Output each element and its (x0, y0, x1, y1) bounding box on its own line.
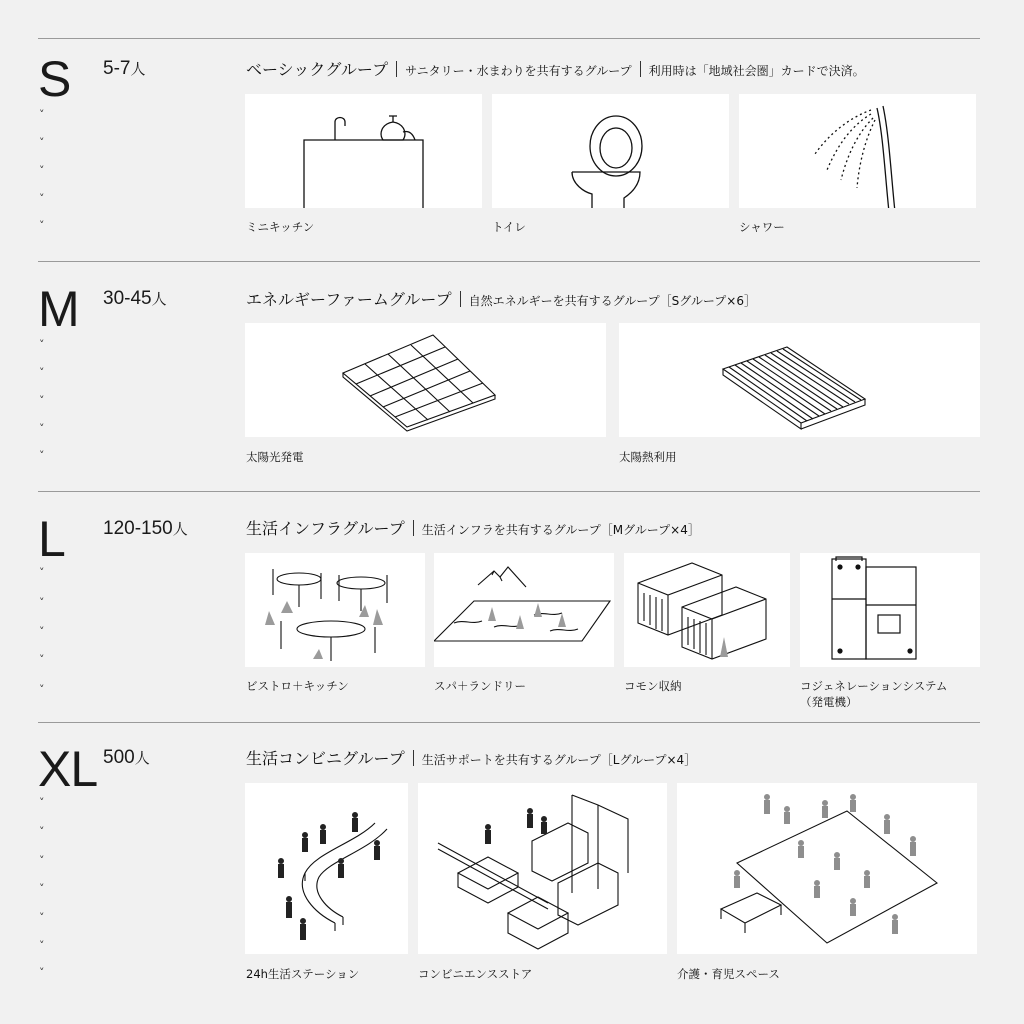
section-divider (38, 261, 980, 262)
chevron-down-icon: ˅ (39, 939, 45, 952)
chevron-down-icon: ˅ (39, 966, 45, 979)
item-caption: コンビニエンスストア (418, 967, 533, 981)
chevron-down-icon: ˅ (39, 596, 45, 609)
section-divider (38, 722, 980, 723)
chevron-down-icon: ˅ (39, 796, 45, 809)
item-caption: 24h生活ステーション (246, 967, 360, 981)
item-caption: コジェネレーションシステム （発電機） (800, 679, 948, 709)
item-caption: 介護・育児スペース (677, 967, 780, 981)
item-caption: 太陽光発電 (246, 450, 304, 464)
section-divider (38, 38, 980, 39)
chevron-down-icon: ˅ (39, 136, 45, 149)
size-label-xl: XL (38, 741, 98, 797)
size-label-s: S (38, 51, 71, 107)
chevron-down-icon: ˅ (39, 219, 45, 232)
bistro-kitchen-illustration (245, 553, 425, 667)
chevron-down-icon: ˅ (39, 164, 45, 177)
item-caption: スパ＋ランドリー (434, 679, 526, 693)
cogeneration-system-illustration (800, 553, 980, 667)
chevron-down-icon: ˅ (39, 882, 45, 895)
size-label-m: M (38, 281, 79, 337)
item-caption: ミニキッチン (246, 220, 315, 234)
convenience-store-illustration (418, 783, 667, 954)
people-count-m: 30-45人 (103, 288, 167, 309)
group-title-xl: 生活コンビニグループ 生活サポートを共有するグループ［Lグループ×4］ (246, 749, 697, 768)
group-title-l: 生活インフラグループ 生活インフラを共有するグループ［Mグループ×4］ (246, 519, 700, 538)
chevron-down-icon: ˅ (39, 566, 45, 579)
chevron-down-icon: ˅ (39, 854, 45, 867)
chevron-down-icon: ˅ (39, 338, 45, 351)
toilet-illustration (492, 94, 729, 208)
24h-station-illustration (245, 783, 408, 954)
item-caption: シャワー (739, 220, 785, 234)
item-caption: 太陽熱利用 (619, 450, 677, 464)
people-count-xl: 500人 (103, 747, 150, 768)
chevron-down-icon: ˅ (39, 108, 45, 121)
group-title-s: ベーシックグループ サニタリー・水まわりを共有するグループ 利用時は「地域社会圏」カードで決済。 (246, 60, 865, 79)
mini-kitchen-illustration (245, 94, 482, 208)
size-label-l: L (38, 511, 65, 567)
chevron-down-icon: ˅ (39, 911, 45, 924)
people-count-s: 5-7人 (103, 58, 146, 79)
people-count-l: 120-150人 (103, 518, 188, 539)
chevron-down-icon: ˅ (39, 653, 45, 666)
chevron-down-icon: ˅ (39, 192, 45, 205)
chevron-down-icon: ˅ (39, 683, 45, 696)
common-storage-illustration (624, 553, 790, 667)
solar-panel-illustration (245, 323, 606, 437)
spa-laundry-illustration (434, 553, 614, 667)
chevron-down-icon: ˅ (39, 449, 45, 462)
chevron-down-icon: ˅ (39, 394, 45, 407)
chevron-down-icon: ˅ (39, 366, 45, 379)
item-caption: コモン収納 (624, 679, 682, 693)
section-divider (38, 491, 980, 492)
item-caption: ビストロ＋キッチン (246, 679, 349, 693)
chevron-down-icon: ˅ (39, 422, 45, 435)
solar-thermal-illustration (619, 323, 980, 437)
group-title-m: エネルギーファームグループ 自然エネルギーを共有するグループ［Sグループ×6］ (246, 290, 756, 309)
chevron-down-icon: ˅ (39, 825, 45, 838)
chevron-down-icon: ˅ (39, 625, 45, 638)
care-childcare-space-illustration (677, 783, 977, 954)
item-caption: トイレ (492, 220, 526, 234)
shower-illustration (739, 94, 976, 208)
